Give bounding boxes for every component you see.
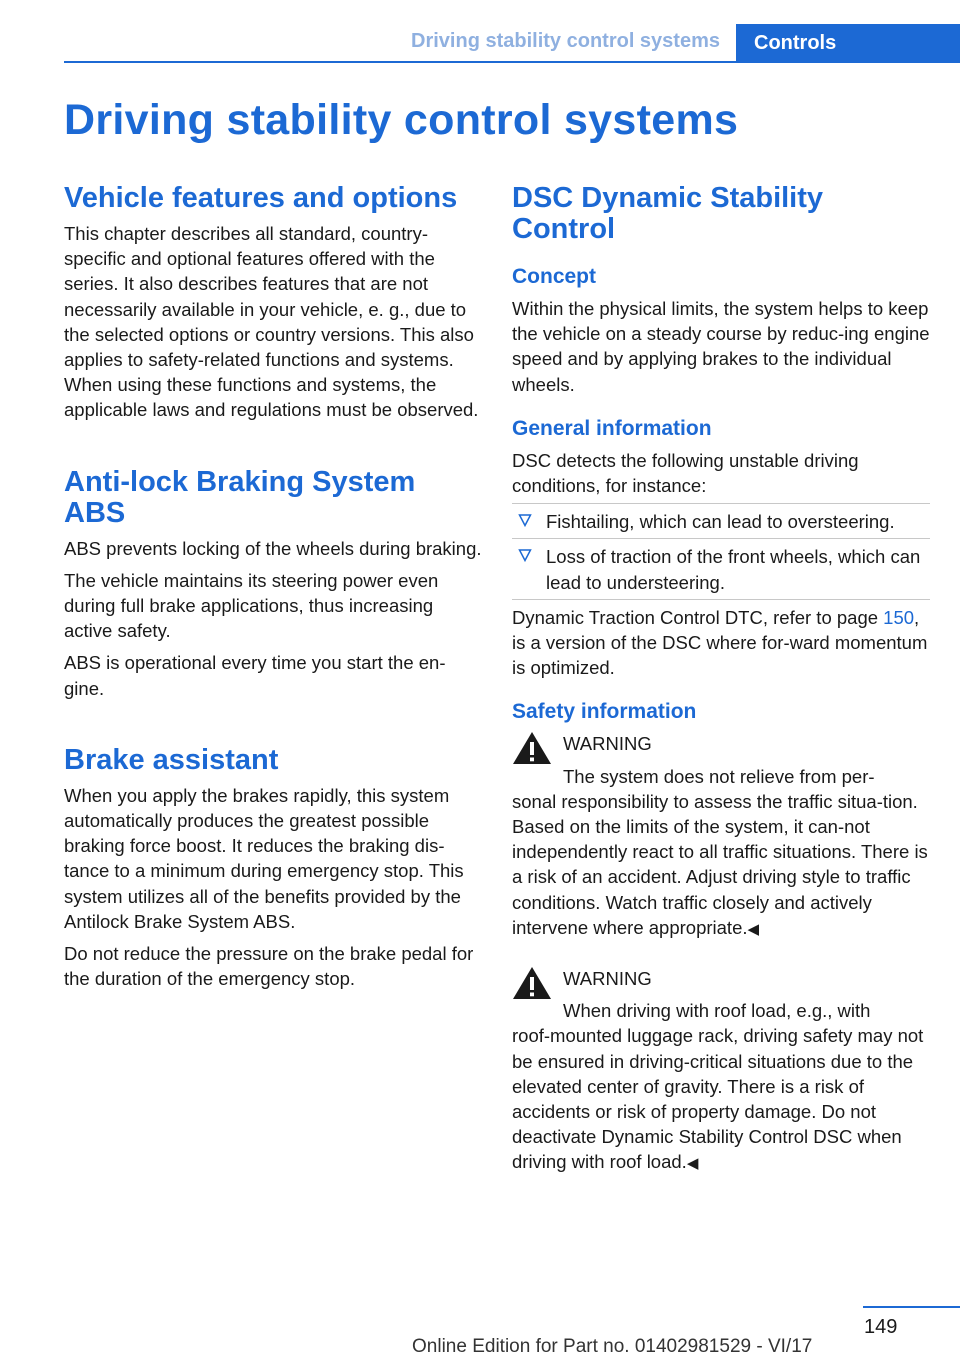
list-item: Loss of traction of the front wheels, which can lead to understeering. — [512, 539, 930, 599]
brake-assistant-paragraph-2: Do not reduce the pressure on the brake pedal for the duration of the emergency stop. — [64, 943, 474, 990]
warning-text-first-line: The system does not relieve from per- — [563, 765, 875, 787]
brake-assistant-paragraph-1: When you apply the brakes rapidly, this system automatically produces the greatest possible braking force boost. It reduces the braking dis-tance to a minimum during emergency stop. This system utilizes all of the benefits provided by the Antilock Brake System ABS. — [64, 784, 464, 932]
general-info-intro: DSC detects the following unstable driving conditions, for instance: — [512, 449, 859, 497]
left-column — [64, 183, 482, 991]
header-rule — [64, 61, 960, 63]
page-reference-link[interactable]: 150 — [883, 606, 915, 628]
end-marker: ◀ — [686, 1155, 699, 1173]
triangle-bullet-icon — [518, 513, 532, 527]
dsc-heading: DSC Dynamic Stability Control — [512, 182, 824, 245]
features-body: This chapter describes all standard, country-specific and optional features offered with the series. It also describes features that are not necessarily available in your vehicle, e. g., due to the selected options or country versions. This also applies to safety-related functions and systems. When using these functions and systems, the applicable laws and regulations must be observed. — [64, 223, 479, 421]
header-section-title: Driving stability control systems — [411, 30, 720, 52]
dtc-paragraph: Dynamic Traction Control DTC, refer to page 150, is a version of the DSC where for-ward momentum is optimized. — [512, 606, 928, 679]
warning-icon — [512, 731, 552, 765]
warning-text-first-line: When driving with roof load, e.g., with — [563, 1000, 871, 1022]
page-title: Driving stability control systems — [64, 96, 739, 144]
right-column — [512, 183, 930, 1177]
abs-heading: Anti-lock Braking System ABS — [64, 465, 416, 529]
safety-info-heading: Safety information — [512, 700, 697, 724]
brake-assistant-heading: Brake assistant — [64, 743, 279, 776]
warning-text: roof-mounted luggage rack, driving safety may not be ensured in driving-critical situations due to the elevated center of gravity. There is a risk of accidents or risk of property damage. Do not deactivate Dynamic Stability Control DSC when driving with roof load.◀ — [512, 1025, 924, 1173]
end-marker: ◀ — [747, 920, 760, 938]
abs-paragraph-1: ABS prevents locking of the wheels during braking. — [64, 537, 482, 559]
concept-body: Within the physical limits, the system helps to keep the vehicle on a steady course by reduc-ing engine speed and by applying brakes to the individual wheels. — [512, 298, 930, 395]
edition-note: Online Edition for Part no. 01402981529 - VI/17 — [412, 1336, 813, 1357]
list-item: Fishtailing, which can lead to oversteering. — [512, 503, 930, 539]
header-chapter-tab: Controls — [736, 24, 960, 63]
footer-rule — [863, 1306, 960, 1308]
abs-paragraph-3: ABS is operational every time you start the en-gine. — [64, 652, 446, 699]
warning-label: WARNING — [563, 733, 652, 755]
page-number: 149 — [864, 1316, 898, 1338]
features-heading: Vehicle features and options — [64, 182, 458, 214]
warning-box — [512, 966, 930, 1177]
condition-list — [512, 503, 930, 600]
warning-icon — [512, 966, 552, 1000]
abs-paragraph-2: The vehicle maintains its steering power even during full brake applications, thus increasing active safety. — [64, 569, 439, 642]
concept-heading: Concept — [512, 265, 596, 288]
triangle-bullet-icon — [518, 548, 532, 562]
general-info-heading: General information — [512, 416, 712, 440]
warning-label: WARNING — [563, 968, 652, 990]
warning-box — [512, 731, 930, 942]
warning-text: sonal responsibility to assess the traffic situa-tion. Based on the limits of the system, it can-not independently react to all traffic situations. There is a risk of an accident. Adjust driving style to traffic conditions. Watch traffic closely and actively intervene where appropriate.◀ — [512, 790, 928, 938]
